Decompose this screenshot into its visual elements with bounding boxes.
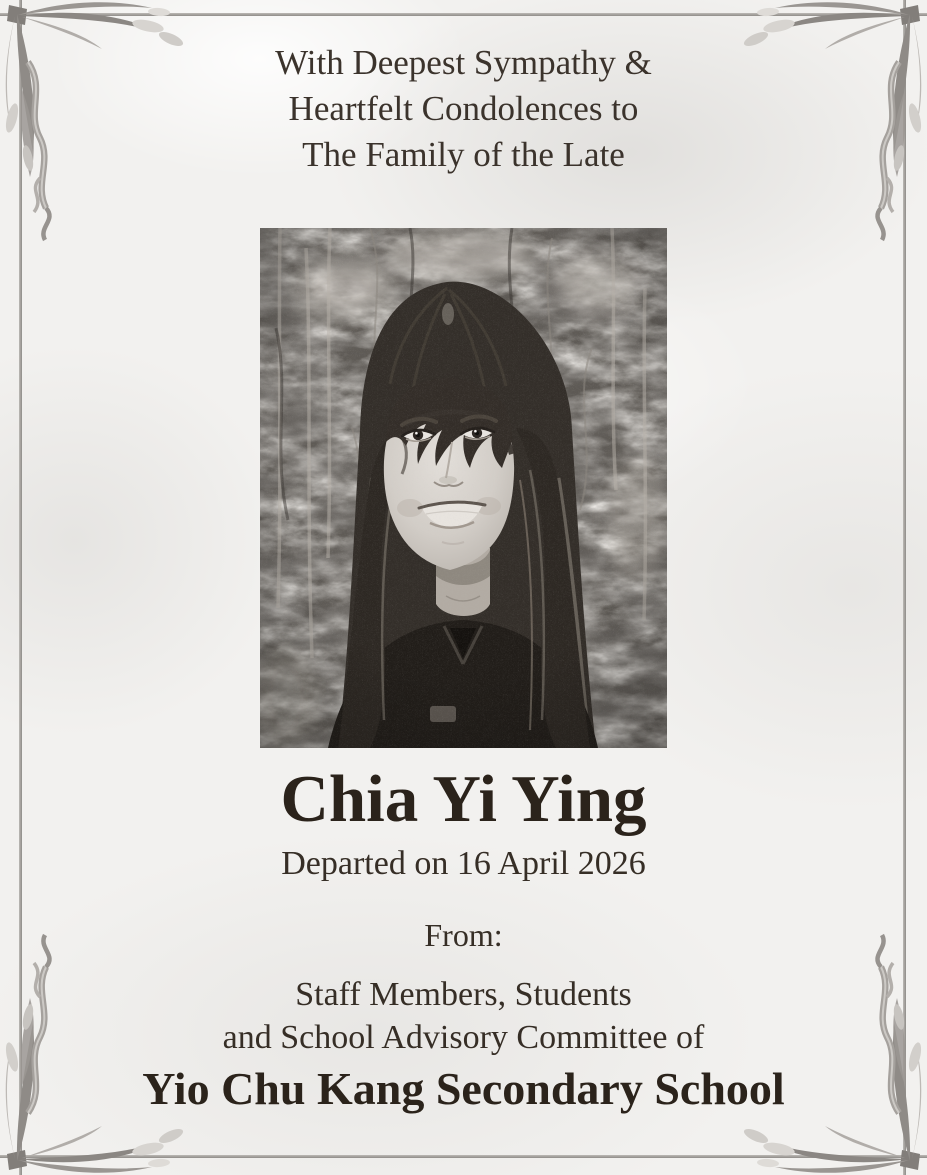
header-line-2: Heartfelt Condolences to bbox=[288, 89, 639, 128]
departed-date: Departed on 16 April 2026 bbox=[281, 845, 646, 882]
header-line-3: The Family of the Late bbox=[302, 135, 625, 174]
sender-line-2: and School Advisory Committee of bbox=[222, 1019, 705, 1056]
sympathy-header bbox=[0, 40, 927, 178]
portrait-photo-image bbox=[260, 228, 667, 748]
portrait-photo bbox=[260, 228, 667, 748]
deceased-name: Chia Yi Ying bbox=[280, 762, 647, 836]
header-line-1: With Deepest Sympathy & bbox=[275, 43, 652, 82]
sender-lines bbox=[0, 973, 927, 1059]
organization-name: Yio Chu Kang Secondary School bbox=[142, 1063, 785, 1114]
from-label: From: bbox=[424, 917, 503, 953]
sender-line-1: Staff Members, Students bbox=[295, 976, 632, 1013]
